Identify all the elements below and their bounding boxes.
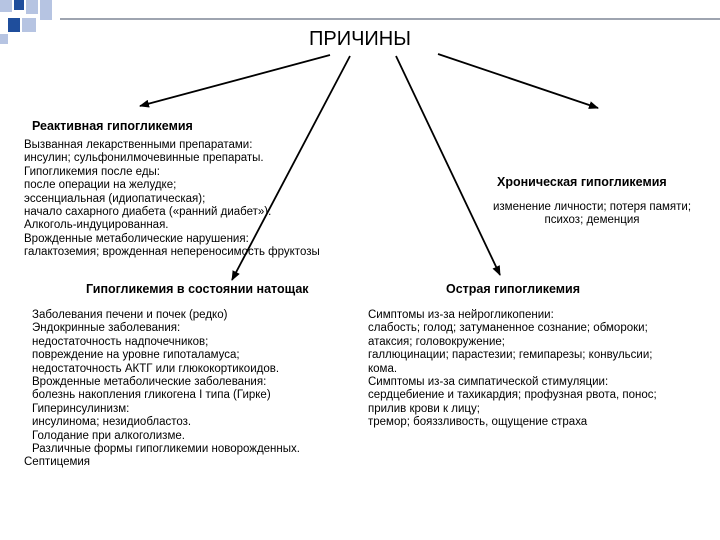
arrow-to-reactive [140, 55, 330, 106]
list-item: прилив крови к лицу; [368, 402, 480, 415]
list-item: Гиперинсулинизм: [32, 402, 130, 415]
list-item: инсулинома; незидиобластоз. [32, 416, 192, 429]
list-item: галактоземия; врожденная непереносимость фруктозы [24, 246, 320, 259]
chronic-heading: Хроническая гипогликемия [497, 175, 667, 189]
list-item: недостаточность надпочечников; [32, 335, 209, 348]
list-item: сердцебиение и тахикардия; профузная рвота, понос; [368, 389, 657, 402]
list-item: изменение личности; потеря памяти; [492, 201, 692, 213]
list-item: кома. [368, 362, 398, 375]
list-item: Симптомы из-за нейрогликопении: [368, 309, 554, 321]
list-item: инсулин; сульфонилмочевинные препараты. [24, 152, 264, 165]
list-item: Врожденные метаболические нарушения: [24, 232, 249, 245]
arrow-to-acute [396, 56, 500, 275]
list-item: Врожденные метаболические заболевания: [32, 376, 267, 389]
fasting-heading: Гипогликемия в состоянии натощак [86, 282, 309, 296]
list-item: слабость; голод; затуманенное сознание; обмороки; [368, 322, 648, 335]
list-item: недостаточность АКТГ или глюкокортикоидов. [32, 362, 280, 375]
acute-heading: Острая гипогликемия [446, 282, 581, 296]
arrow-to-chronic [438, 54, 598, 108]
list-item: галлюцинации; парастезии; гемипарезы; конвульсии; [368, 349, 653, 362]
list-item: психоз; деменция [544, 214, 640, 227]
list-item: после операции на желудке; [24, 179, 177, 192]
list-item: Различные формы гипогликемии новорожденных. [32, 443, 300, 456]
reactive-heading: Реактивная гипогликемия [32, 119, 193, 133]
page-title: ПРИЧИНЫ [298, 26, 422, 52]
list-item: атаксия; головокружение; [368, 335, 505, 348]
list-item: Голодание при алкоголизме. [32, 429, 185, 442]
list-item: Алкоголь-индуцированная. [24, 219, 169, 232]
fasting-list [24, 309, 300, 470]
chronic-list [484, 201, 700, 228]
list-item: эссенциальная (идиопатическая); [24, 192, 206, 205]
list-item: повреждение на уровне гипоталамуса; [32, 349, 240, 362]
list-item: Эндокринные заболевания: [32, 322, 181, 335]
list-item: начало сахарного диабета («ранний диабет»). [24, 206, 272, 219]
list-item: болезнь накопления гликогена I типа (Гирке) [32, 389, 271, 402]
list-item: Гипогликемия после еды: [24, 165, 161, 178]
reactive-list [24, 139, 320, 260]
list-item: Симптомы из-за симпатической стимуляции: [368, 376, 609, 389]
list-item: Вызванная лекарственными препаратами: [24, 139, 253, 151]
list-item: тремор; бояззливость, ощущение страха [368, 416, 588, 429]
acute-list [368, 309, 657, 430]
list-item: Септицемия [24, 456, 91, 469]
list-item: Заболевания печени и почек (редко) [32, 309, 228, 321]
